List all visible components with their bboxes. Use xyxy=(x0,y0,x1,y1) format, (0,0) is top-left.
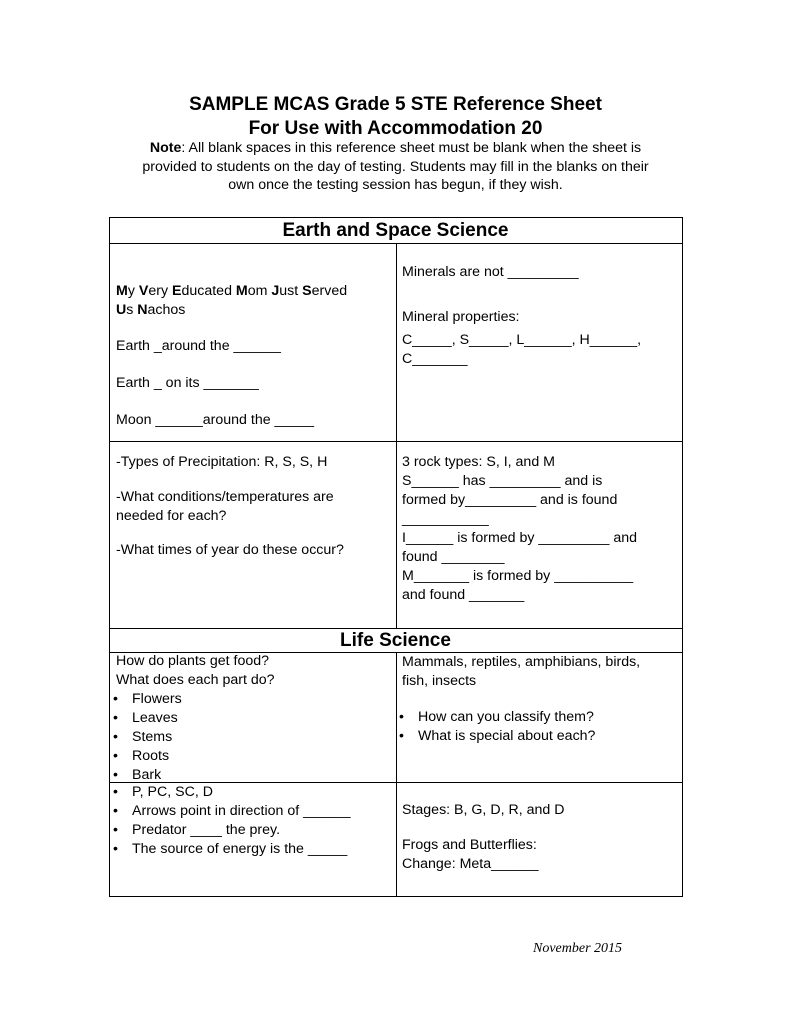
mnemonic-n: N xyxy=(137,302,148,318)
mnemonic-line-2 xyxy=(116,301,392,320)
mnemonic-y: y xyxy=(127,283,139,299)
list-item: • Leaves xyxy=(108,709,392,728)
planets-cell xyxy=(116,282,392,320)
mnemonic-m: M xyxy=(116,283,128,299)
mnemonic-ducated: ducated xyxy=(181,283,236,299)
mineral-properties: Mineral properties: xyxy=(402,309,520,325)
mnemonic-ust: ust xyxy=(279,283,303,299)
list-item: • P, PC, SC, D xyxy=(108,783,394,802)
list-item: • Stems xyxy=(108,728,392,747)
footer-date: November 2015 xyxy=(533,941,623,956)
mineral-properties-line-2: C_______ xyxy=(402,351,468,367)
animal-questions xyxy=(394,708,679,746)
list-item: • The source of energy is the _____ xyxy=(108,840,394,859)
mnemonic-erved: erved xyxy=(311,283,348,299)
life-section-title: Life Science xyxy=(340,630,451,651)
list-item: • Bark xyxy=(108,766,392,785)
mnemonic-v: V xyxy=(138,283,149,299)
page-subtitle: For Use with Accommodation 20 xyxy=(248,118,543,139)
precipitation-types: -Types of Precipitation: R, S, S, H xyxy=(116,454,328,470)
table-border-top xyxy=(109,217,682,218)
list-item: • Flowers xyxy=(108,690,392,709)
life-cycle-stages: Stages: B, G, D, R, and D xyxy=(402,802,565,818)
mnemonic-om: om xyxy=(247,283,272,299)
earth-section-title: Earth and Space Science xyxy=(282,220,509,241)
table-border-right xyxy=(682,217,683,897)
earth-around: Earth _around the ______ xyxy=(116,338,281,354)
rock-igneous-1: I______ is formed by _________ and xyxy=(402,530,638,546)
frogs-butterflies: Frogs and Butterflies: xyxy=(402,837,537,853)
animals-line-1: Mammals, reptiles, amphibians, birds, xyxy=(402,654,641,670)
plant-parts-list xyxy=(108,690,392,785)
rock-sedimentary-2: formed by_________ and is found xyxy=(402,492,618,508)
table-column-divider-earth xyxy=(396,243,397,628)
food-chain-cell xyxy=(108,783,394,859)
mnemonic xyxy=(116,282,392,320)
rock-metamorphic-1: M_______ is formed by __________ xyxy=(402,568,634,584)
animals-line-2: fish, insects xyxy=(402,673,477,689)
mnemonic-s-lower: s xyxy=(126,302,138,318)
list-item: • Roots xyxy=(108,747,392,766)
moon-around: Moon ______around the _____ xyxy=(116,412,315,428)
rock-sedimentary-3: ___________ xyxy=(402,511,489,527)
precipitation-conditions-2: needed for each? xyxy=(116,508,227,524)
note-text-2: provided to students on the day of testing. Students may fill in the blanks on their xyxy=(142,158,649,175)
rock-igneous-2: found ________ xyxy=(402,549,505,565)
list-item: • How can you classify them? xyxy=(394,708,679,727)
table-column-divider-life xyxy=(396,652,397,897)
precipitation-conditions-1: -What conditions/temperatures are xyxy=(116,489,334,505)
metamorphosis-change: Change: Meta______ xyxy=(402,856,539,872)
note-label: Note xyxy=(149,140,182,156)
precipitation-times: -What times of year do these occur? xyxy=(116,542,344,558)
mnemonic-s: S xyxy=(302,283,312,299)
note xyxy=(100,139,691,195)
rock-types: 3 rock types: S, I, and M xyxy=(402,454,555,470)
rock-metamorphic-2: and found _______ xyxy=(402,587,525,603)
note-text-3: own once the testing session has begun, if they wish. xyxy=(228,177,563,193)
list-item: • Predator ____ the prey. xyxy=(108,821,394,840)
earth-on-its: Earth _ on its _______ xyxy=(116,375,259,391)
minerals-are-not: Minerals are not _________ xyxy=(402,264,579,280)
list-item: • What is special about each? xyxy=(394,727,679,746)
plants-cell xyxy=(116,652,392,785)
mnemonic-m2: M xyxy=(235,283,248,299)
mineral-properties-line-1: C_____, S_____, L______, H______, xyxy=(402,332,642,348)
mnemonic-achos: achos xyxy=(147,302,186,318)
mnemonic-u: U xyxy=(116,302,127,318)
mnemonic-line-1 xyxy=(116,282,392,301)
plants-question-1: How do plants get food? xyxy=(116,653,270,669)
mnemonic-j: J xyxy=(271,283,280,299)
note-text-1: : All blank spaces in this reference sheet must be blank when the sheet is xyxy=(181,140,642,156)
plants-question-2: What does each part do? xyxy=(116,672,275,688)
rock-sedimentary-1: S______ has _________ and is xyxy=(402,473,603,489)
mnemonic-e: E xyxy=(172,283,182,299)
mnemonic-ery: ery xyxy=(148,283,172,299)
page-title: SAMPLE MCAS Grade 5 STE Reference Sheet xyxy=(189,94,602,115)
list-item: • Arrows point in direction of ______ xyxy=(108,802,394,821)
